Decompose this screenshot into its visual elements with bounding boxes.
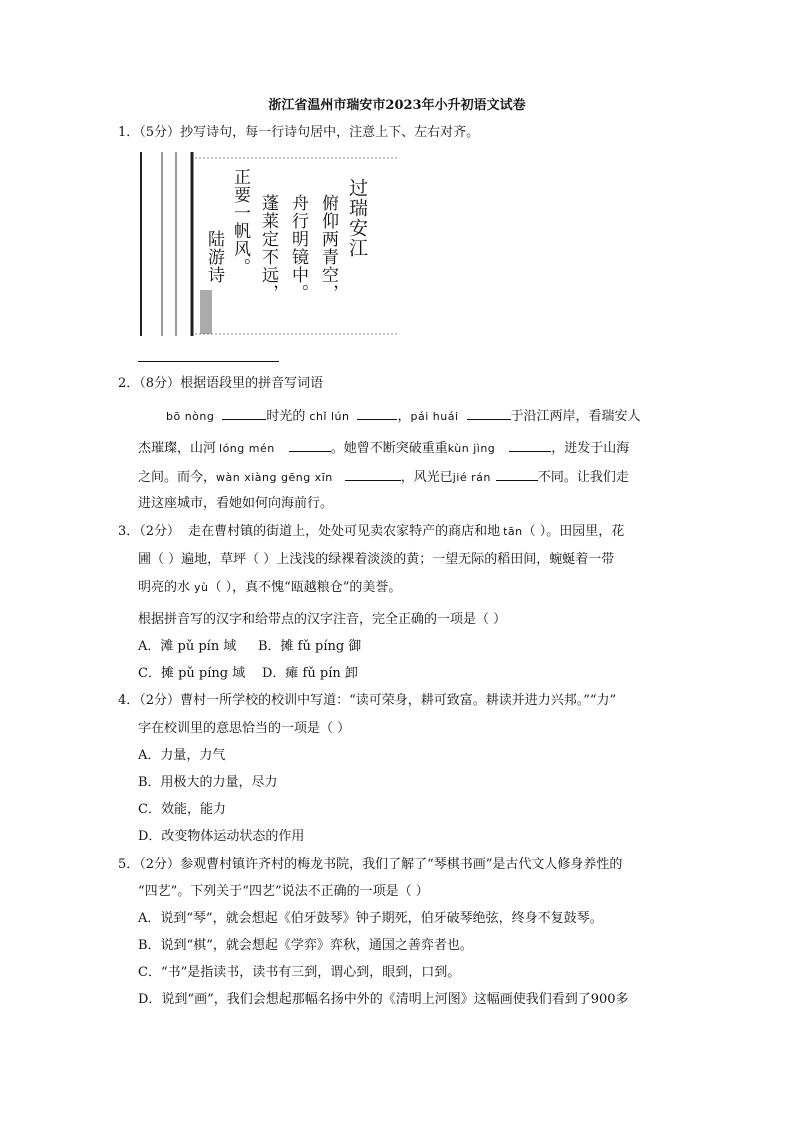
poem-line-3: 蓬莱定不远， [258, 194, 278, 302]
answer-line[interactable] [138, 361, 279, 362]
option-label: D．瘫 fǔ pín 卸 [262, 666, 358, 681]
poem-author: 陆游诗 [204, 230, 224, 284]
passage-text: 。她曾不断突破重重 [330, 441, 448, 456]
option-label: D．改变物体运动状态的作用 [138, 829, 305, 844]
option-label: C．“书”是指读书，读书有三到，谓心到，眼到，口到。 [138, 965, 461, 980]
option-b[interactable] [138, 774, 278, 792]
passage-text: （ ）。田园里，花 [522, 524, 625, 539]
q2-line-4: 进这座城市，看她如何向海前行。 [138, 496, 334, 511]
passage-text: 明亮的水 [138, 580, 191, 595]
question-3 [118, 523, 624, 541]
question-number: 3． [118, 524, 140, 539]
pinyin: bō nòng [166, 410, 215, 423]
question-5 [118, 856, 622, 874]
passage-text: ，风光已 [400, 470, 453, 485]
passage-text: ， [397, 409, 411, 424]
option-a[interactable] [138, 638, 236, 656]
option-label: C．效能，能力 [138, 802, 226, 817]
passage-text: 于沿江两岸，看瑞安人 [510, 409, 641, 424]
q3-question: 根据拼音写的汉字和给带点的汉字注音，完全正确的一项是（ ） [138, 612, 507, 627]
option-c[interactable] [138, 801, 226, 819]
option-d[interactable] [138, 991, 629, 1009]
question-score: （2分） [139, 693, 181, 708]
q3-line-2: 圃（ ）遍地，草坪（ ）上浅浅的绿裸着淡淡的黄；一望无际的稻田间，蜿蜒着一带 [138, 552, 615, 567]
q4-line-2: 字在校训里的意思恰当的一项是（ ） [138, 721, 351, 736]
page-title: 浙江省温州市瑞安市2023年小升初语文试卷 [268, 98, 526, 113]
question-text: 抄写诗句，每一行诗句居中，注意上下、左右对齐。 [180, 125, 480, 140]
question-1 [118, 124, 479, 142]
passage-text: 杰璀璨，山河 [138, 441, 217, 456]
option-d[interactable] [262, 665, 358, 683]
q2-line-3 [138, 467, 629, 487]
question-2 [118, 375, 323, 393]
question-score: （2分） [139, 524, 181, 539]
question-score: （8分） [139, 376, 181, 391]
option-b[interactable] [258, 638, 361, 656]
pinyin: yù [194, 581, 209, 594]
pinyin: wàn xiàng gēng xīn [216, 471, 333, 484]
question-number: 4． [118, 693, 140, 708]
passage-text: ，迸发于山海 [551, 441, 630, 456]
option-label: A．说到“琴”，就会想起《伯牙鼓琴》钟子期死，伯牙破琴绝弦，终身不复鼓琴。 [138, 911, 603, 926]
question-text: 参观曹村镇许齐村的梅龙书院，我们了解了“琴棋书画”是古代文人修身养性的 [180, 857, 623, 872]
fill-blank[interactable] [509, 438, 551, 452]
q3-line-3 [138, 579, 401, 597]
question-text: 曹村一所学校的校训中写道：“读可荣身，耕可致富。耕读并进力兴邦。”“力” [180, 693, 617, 708]
option-c[interactable] [138, 964, 460, 982]
question-number: 5． [118, 857, 140, 872]
option-label: A．滩 pǔ pín 域 [138, 639, 237, 654]
option-a[interactable] [138, 910, 603, 928]
option-label: B．用极大的力量，尽力 [138, 775, 278, 790]
pinyin: chǐ lún [309, 410, 350, 423]
pinyin: lóng mén [219, 442, 275, 455]
passage-text: 之间。而今， [138, 470, 217, 485]
fill-blank[interactable] [496, 467, 538, 481]
pinyin: jié rán [452, 471, 491, 484]
fill-blank[interactable] [467, 406, 511, 420]
q2-line-1 [166, 406, 641, 426]
option-c[interactable] [138, 665, 245, 683]
option-label: D．说到“画”，我们会想起那幅名扬中外的《清明上河图》这幅画使我们看到了900多 [138, 992, 629, 1007]
fill-blank[interactable] [222, 406, 266, 420]
fill-blank[interactable] [289, 438, 331, 452]
poem-line-2: 舟行明镜中。 [288, 194, 308, 302]
option-label: B．说到“棋”，就会想起《学弈》弈秋，通国之善弈者也。 [138, 938, 473, 953]
passage-text: 不同。让我们走 [537, 470, 629, 485]
pinyin: tān [503, 525, 523, 538]
passage-text: 走在曹村镇的街道上，处处可见卖农家特产的商店和地 [188, 524, 501, 539]
question-score: （5分） [139, 125, 181, 140]
option-a[interactable] [138, 747, 225, 765]
option-b[interactable] [138, 937, 473, 955]
q2-line-2 [138, 438, 629, 458]
option-label: C．摊 pǔ píng 域 [138, 666, 246, 681]
passage-text: 时光的 [266, 409, 306, 424]
passage-text: （ ），真不愧“瓯越粮仓”的美誉。 [208, 580, 402, 595]
fill-blank[interactable] [357, 406, 397, 420]
question-4 [118, 692, 616, 710]
option-d[interactable] [138, 828, 304, 846]
question-score: （2分） [139, 857, 181, 872]
question-text: 根据语段里的拼音写词语 [180, 376, 324, 391]
option-label: B．摊 fǔ píng 御 [258, 639, 362, 654]
poem-line-1: 俯仰两青空， [318, 194, 338, 302]
question-number: 2． [118, 376, 140, 391]
fill-blank[interactable] [345, 467, 401, 481]
poem-title: 过瑞安江 [346, 178, 368, 258]
pinyin: kùn jìng [447, 442, 496, 455]
question-number: 1． [118, 125, 140, 140]
poem-image [140, 150, 400, 338]
q5-line-2: “四艺”。下列关于“四艺”说法不正确的一项是（ ） [138, 884, 429, 899]
poem-line-4: 正要一帆风。 [230, 168, 250, 276]
option-label: A．力量，力气 [138, 748, 226, 763]
pinyin: pái huái [410, 410, 459, 423]
